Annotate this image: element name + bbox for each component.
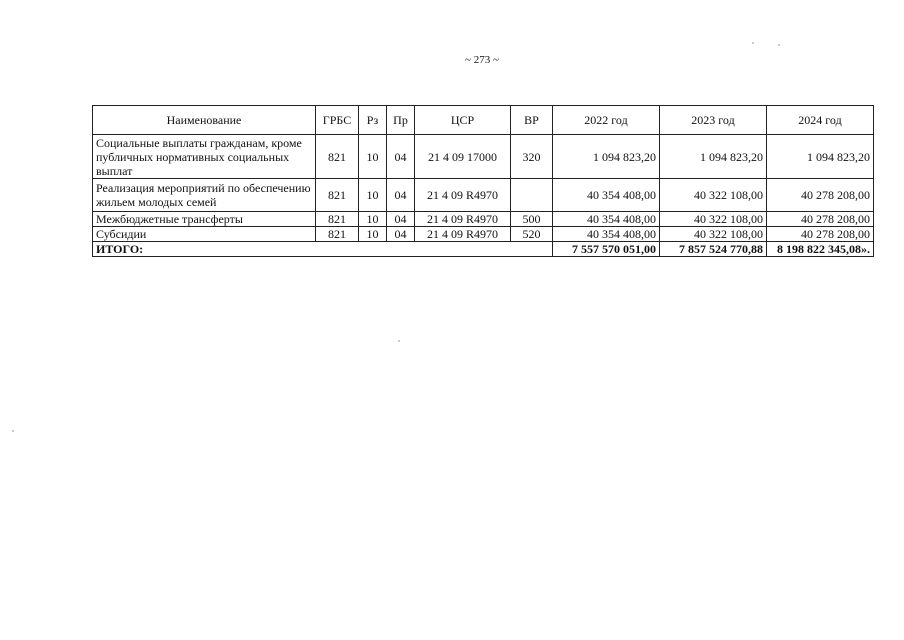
- header-2023: 2023 год: [660, 106, 767, 135]
- cell-2024: 40 278 208,00: [767, 212, 874, 227]
- cell-2024: 40 278 208,00: [767, 179, 874, 212]
- table-row: [93, 179, 874, 212]
- cell-rz: 10: [359, 135, 387, 179]
- cell-vr: [511, 179, 553, 212]
- cell-name: Субсидии: [93, 227, 316, 242]
- cell-name: Межбюджетные трансферты: [93, 212, 316, 227]
- header-grbs: ГРБС: [316, 106, 359, 135]
- cell-vr: 520: [511, 227, 553, 242]
- cell-csr: 21 4 09 17000: [415, 135, 511, 179]
- cell-2023: 40 322 108,00: [660, 227, 767, 242]
- header-rz: Рз: [359, 106, 387, 135]
- cell-csr: 21 4 09 R4970: [415, 212, 511, 227]
- cell-2023: 40 322 108,00: [660, 179, 767, 212]
- total-2023: 7 857 524 770,88: [660, 242, 767, 257]
- cell-grbs: 821: [316, 212, 359, 227]
- cell-rz: 10: [359, 179, 387, 212]
- table-row: [93, 135, 874, 179]
- cell-pr: 04: [387, 179, 415, 212]
- total-row: [93, 242, 874, 257]
- page-number: ~ 273 ~: [465, 54, 499, 66]
- table-row: [93, 212, 874, 227]
- cell-grbs: 821: [316, 179, 359, 212]
- cell-2024: 40 278 208,00: [767, 227, 874, 242]
- cell-2024: 1 094 823,20: [767, 135, 874, 179]
- scan-speck: [398, 340, 400, 342]
- cell-rz: 10: [359, 212, 387, 227]
- header-csr: ЦСР: [415, 106, 511, 135]
- header-2024: 2024 год: [767, 106, 874, 135]
- cell-2022: 40 354 408,00: [553, 179, 660, 212]
- cell-grbs: 821: [316, 135, 359, 179]
- cell-2023: 40 322 108,00: [660, 212, 767, 227]
- header-pr: Пр: [387, 106, 415, 135]
- header-2022: 2022 год: [553, 106, 660, 135]
- total-label: ИТОГО:: [93, 242, 553, 257]
- total-2024: 8 198 822 345,08».: [767, 242, 874, 257]
- cell-pr: 04: [387, 212, 415, 227]
- table-header-row: [93, 106, 874, 135]
- header-vr: ВР: [511, 106, 553, 135]
- cell-rz: 10: [359, 227, 387, 242]
- cell-2022: 40 354 408,00: [553, 212, 660, 227]
- budget-table: [92, 105, 874, 257]
- cell-vr: 320: [511, 135, 553, 179]
- cell-csr: 21 4 09 R4970: [415, 227, 511, 242]
- scan-speck: [778, 44, 780, 46]
- cell-2023: 1 094 823,20: [660, 135, 767, 179]
- table-row: [93, 227, 874, 242]
- cell-grbs: 821: [316, 227, 359, 242]
- cell-pr: 04: [387, 135, 415, 179]
- cell-csr: 21 4 09 R4970: [415, 179, 511, 212]
- cell-pr: 04: [387, 227, 415, 242]
- scan-speck: [12, 430, 14, 432]
- header-name: Наименование: [93, 106, 316, 135]
- cell-2022: 1 094 823,20: [553, 135, 660, 179]
- cell-2022: 40 354 408,00: [553, 227, 660, 242]
- cell-vr: 500: [511, 212, 553, 227]
- cell-name: Социальные выплаты гражданам, кроме публичных нормативных социальных выплат: [93, 135, 316, 179]
- cell-name: Реализация мероприятий по обеспечению жильем молодых семей: [93, 179, 316, 212]
- total-2022: 7 557 570 051,00: [553, 242, 660, 257]
- scan-speck: [752, 42, 754, 44]
